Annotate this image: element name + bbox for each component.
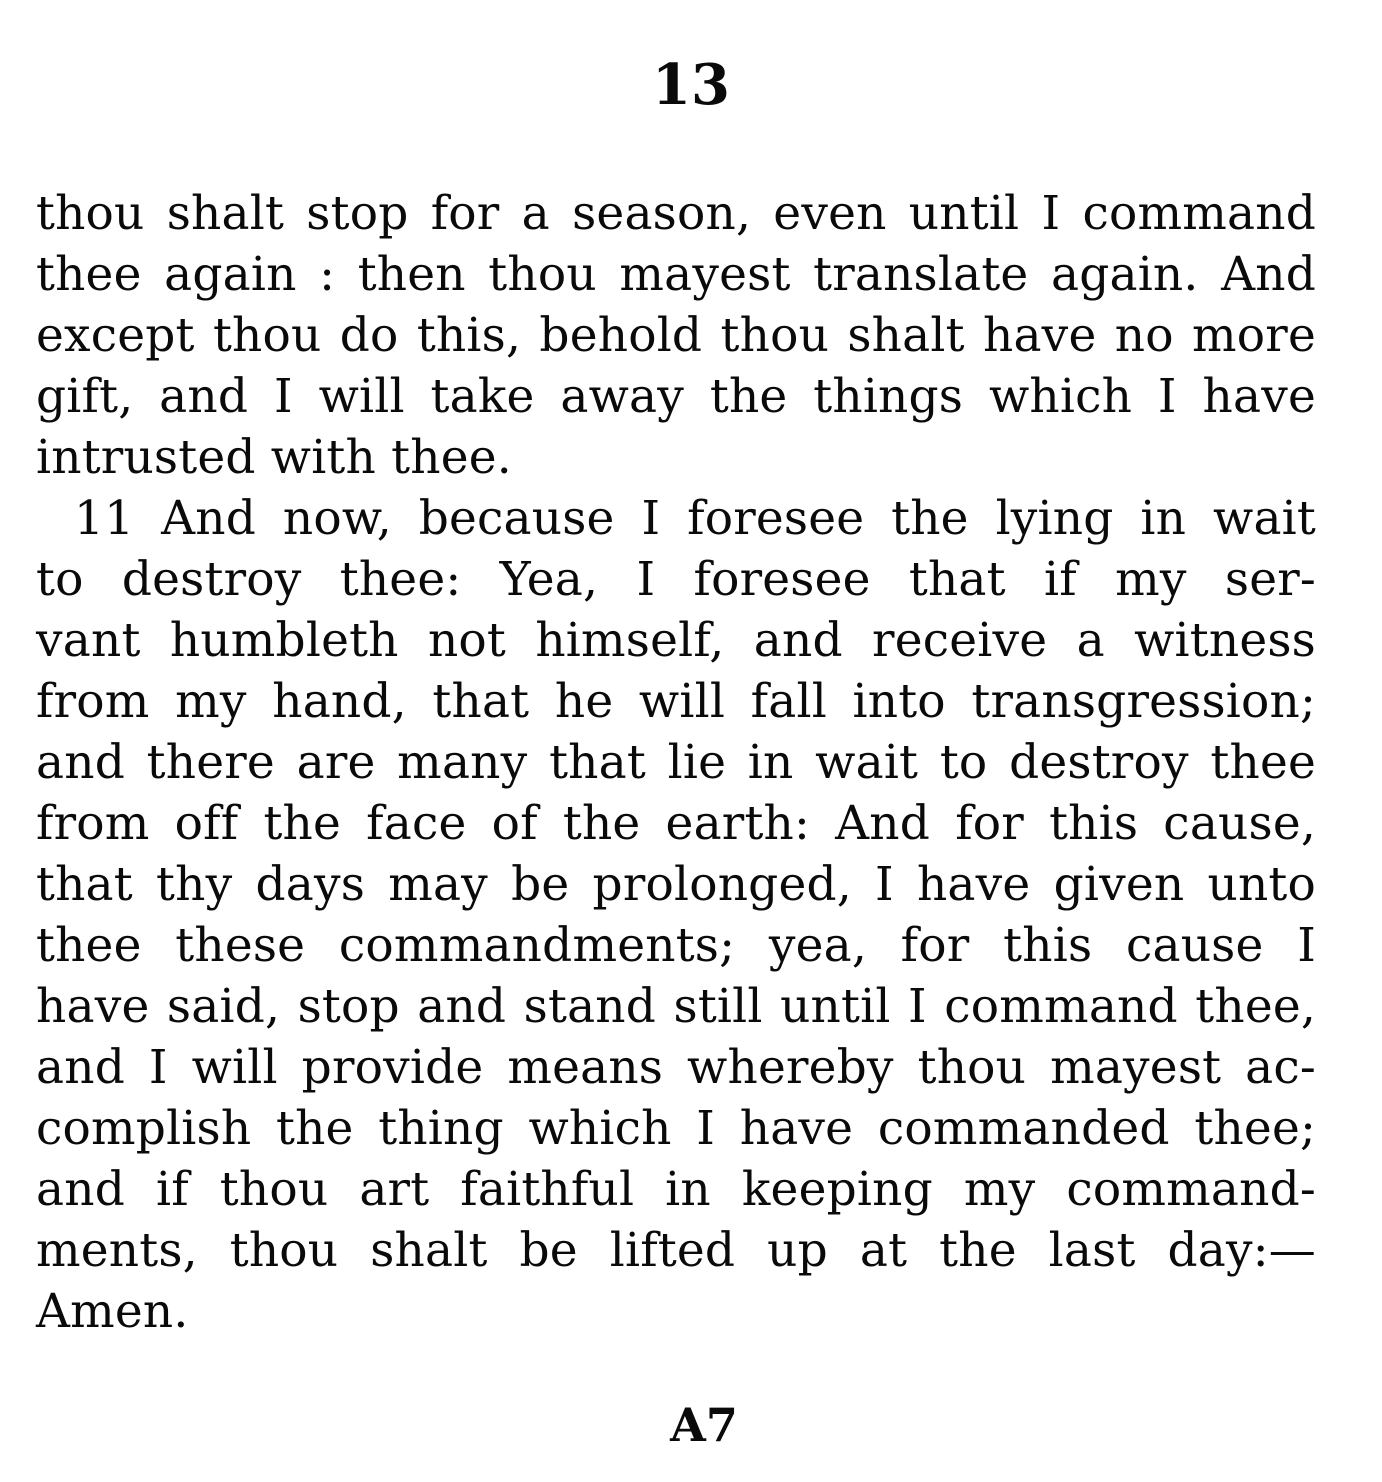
body-text [36, 183, 1316, 1342]
text-line: from my hand, that he will fall into transgression; [36, 674, 1316, 729]
text-line: and if thou art faithful in keeping my command- [36, 1162, 1316, 1217]
text-line: gift, and I will take away the things which I have [36, 369, 1316, 424]
text-line: intrusted with thee. [36, 430, 512, 485]
text-line: vant humbleth not himself, and receive a witness [36, 613, 1316, 668]
text-line: to destroy thee: Yea, I foresee that if my ser- [36, 552, 1316, 607]
text-line: thee these commandments; yea, for this cause I [36, 918, 1316, 973]
text-line: thee again : then thou mayest translate again. And [36, 247, 1316, 302]
text-line: from off the face of the earth: And for this cause, [36, 796, 1316, 851]
text-line: and there are many that lie in wait to destroy thee [36, 735, 1316, 790]
text-line: that thy days may be prolonged, I have given unto [36, 857, 1316, 912]
text-line: thou shalt stop for a season, even until I command [36, 186, 1316, 241]
text-line: and I will provide means whereby thou mayest ac- [36, 1040, 1316, 1095]
page-number: 13 [652, 52, 730, 118]
signature-mark: A7 [670, 1398, 738, 1452]
verse-11-start: 11 And now, because I foresee the lying in wait [74, 491, 1316, 546]
text-line: Amen. [36, 1284, 189, 1339]
text-line: except thou do this, behold thou shalt have no more [36, 308, 1316, 363]
text-line: have said, stop and stand still until I command thee, [36, 979, 1316, 1034]
text-line: complish the thing which I have commanded thee; [36, 1101, 1316, 1156]
text-line: ments, thou shalt be lifted up at the last day:— [36, 1223, 1316, 1278]
